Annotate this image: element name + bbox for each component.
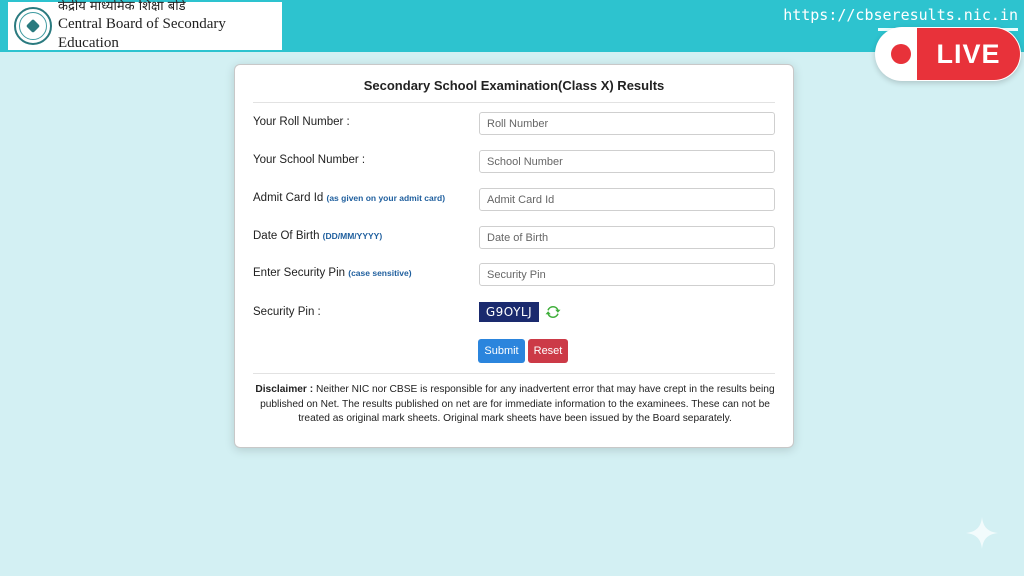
live-label: LIVE [917,28,1020,80]
title-divider [253,102,775,103]
logo-text [58,0,282,53]
site-header [0,0,1024,52]
disclaimer [255,383,775,427]
sparkle-icon [964,515,1000,551]
disclaimer-text: Neither NIC nor CBSE is responsible for any inadvertent error that may have crept in the results being published on Net. The results published on net are for immediate information to the examinees. These can not be treated as original mark sheets. Original mark sheets have been issued by the Board separately. [260,384,775,424]
dob-input[interactable] [479,226,775,249]
disclaimer-heading: Disclaimer : [255,384,314,395]
dob-row [253,226,775,250]
results-form-card [234,64,794,448]
admit-card-hint: (as given on your admit card) [326,193,446,203]
live-badge [875,27,1021,81]
captcha-image: G9OYLJ [479,302,539,322]
security-pin-input[interactable] [479,263,775,286]
live-dot-icon [891,44,911,64]
school-number-row [253,150,775,174]
admit-card-label: Admit Card Id (as given on your admit card) [253,192,446,204]
roll-number-label: Your Roll Number : [253,116,350,128]
admit-card-row [253,188,775,212]
captcha-row [253,302,775,326]
security-pin-entry-row [253,263,775,287]
cbse-logo[interactable] [8,2,282,50]
dob-hint: (DD/MM/YYYY) [322,231,383,241]
cbse-emblem-icon [14,7,52,45]
logo-hindi-name: केंद्रीय माध्यमिक शिक्षा बोर्ड [58,0,186,15]
submit-button[interactable]: Submit [478,339,525,363]
logo-english-name: Central Board of Secondary Education [58,16,226,52]
security-pin-entry-label: Enter Security Pin (case sensitive) [253,267,412,279]
form-title: Secondary School Examination(Class X) Results [363,78,665,93]
dob-label: Date Of Birth (DD/MM/YYYY) [253,230,383,242]
admit-card-input[interactable] [479,188,775,211]
security-pin-hint: (case sensitive) [348,268,412,278]
roll-number-row [253,112,775,136]
captcha-label: Security Pin : [253,306,321,318]
site-url: https://cbseresults.nic.in [783,6,1018,24]
reset-button[interactable]: Reset [528,339,568,363]
roll-number-input[interactable] [479,112,775,135]
disclaimer-divider [253,373,775,374]
school-number-label: Your School Number : [253,154,366,166]
refresh-icon[interactable] [544,303,562,321]
school-number-input[interactable] [479,150,775,173]
